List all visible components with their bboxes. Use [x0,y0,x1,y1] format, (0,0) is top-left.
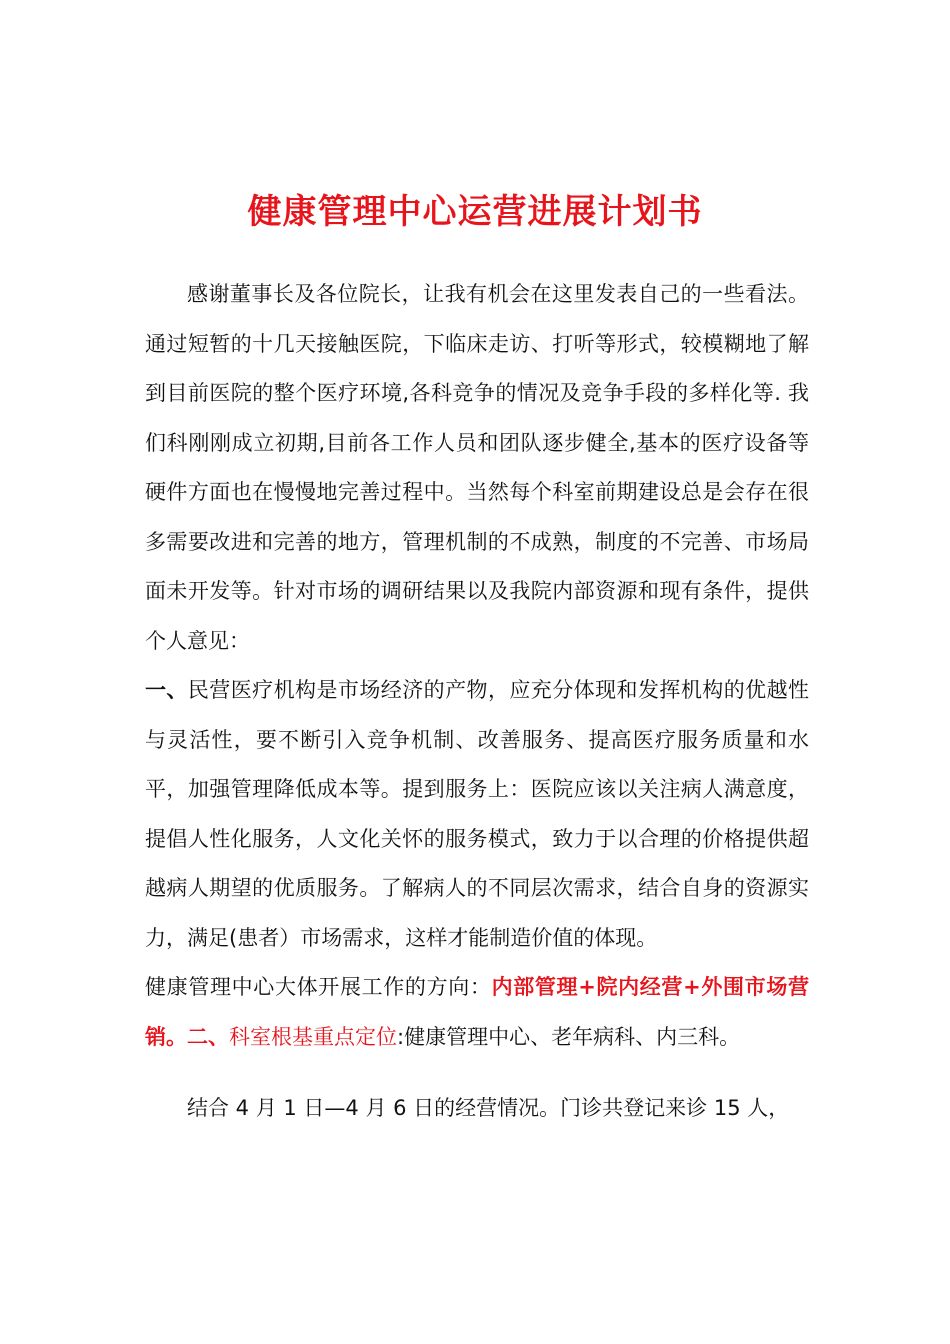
section-one-paragraph [145,666,809,963]
section-two-text: :健康管理中心、老年病科、内三科。 [397,1024,741,1049]
paragraph-gap [145,1062,809,1084]
direction-highlight: 内部管理+院内经营+外围市场营销。 [145,975,809,1049]
document-body [145,270,809,1134]
document-title: 健康管理中心运营进展计划书 [247,192,703,232]
section-two-marker: 二、 [187,1024,229,1049]
direction-prefix: 健康管理中心大体开展工作的方向： [145,975,492,999]
section-one-text: 民营医疗机构是市场经济的产物，应充分体现和发挥机构的优越性与灵活性，要不断引入竞争机制、改善服务、提高医疗服务质量和水平，加强管理降低成本等。提到服务上：医院应该以关注病人满意度，提倡人性化服务，人文化关怀的服务模式，致力于以合理的价格提供超越病人期望的优质服务。了解病人的不同层次需求，结合自身的资源实力，满足(患者）市场需求，这样才能制造价值的体现。 [145,678,810,950]
section-one-marker: 一、 [145,678,188,702]
direction-paragraph [145,963,809,1062]
intro-paragraph: 感谢董事长及各位院长，让我有机会在这里发表自己的一些看法。通过短暂的十几天接触医院，下临床走访、打听等形式，较模糊地了解到目前医院的整个医疗环境,各科竞争的情况及竞争手段的多样化等. 我们科刚刚成立初期,目前各工作人员和团队逐步健全,基本的医疗设备等硬件方面也在慢慢地完善过程中。当然每个科室前期建设总是会存在很多需要改进和完善的地方，管理机制的不成熟，制度的不完善、市场局面未开发等。针对市场的调研结果以及我院内部资源和现有条件，提供个人意见： [145,282,809,653]
section-two-heading: 科室根基重点定位 [229,1024,397,1049]
closing-paragraph: 结合 4 月 1 日—4 月 6 日的经营情况。门诊共登记来诊 15 人， [187,1096,790,1120]
